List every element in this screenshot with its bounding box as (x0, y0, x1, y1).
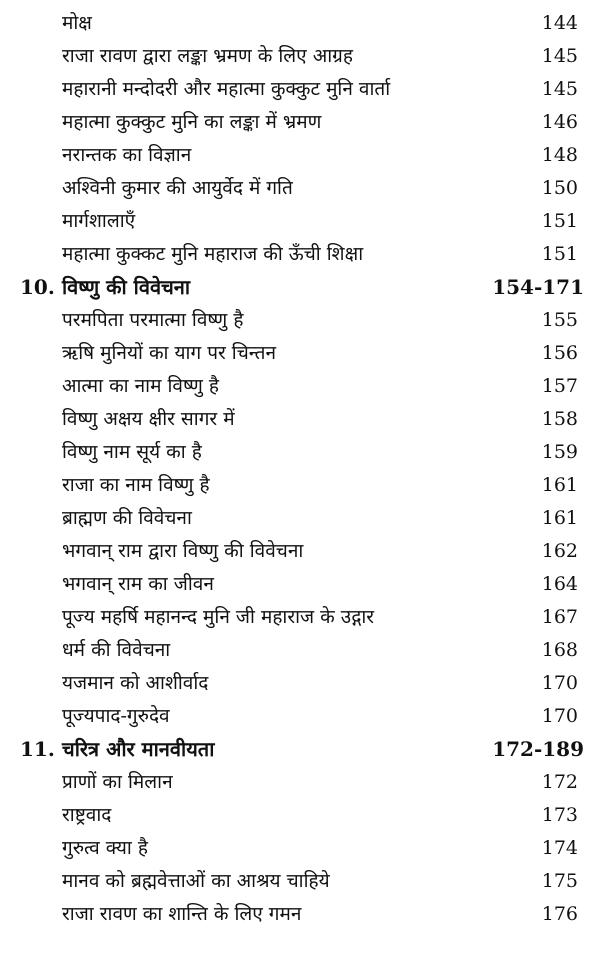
toc-entry (0, 370, 600, 403)
toc-entry (0, 304, 600, 337)
toc-chapter-heading (0, 733, 600, 766)
toc-entry-page: 145 (541, 45, 578, 67)
toc-entry-page: 161 (541, 474, 578, 496)
toc-entry-title: महात्मा कुक्कुट मुनि का लङ्का में भ्रमण (62, 111, 322, 133)
toc-entry-page: 145 (541, 78, 578, 100)
toc-entry (0, 832, 600, 865)
toc-entry-title: नरान्तक का विज्ञान (62, 144, 192, 166)
toc-entry-title: ब्राह्मण की विवेचना (62, 507, 192, 529)
toc-entry (0, 106, 600, 139)
toc-entry-title: मार्गशालाएँ (62, 210, 136, 232)
toc-entry-title: परमपिता परमात्मा विष्णु है (62, 309, 244, 331)
toc-entry (0, 40, 600, 73)
toc-entry-page: 174 (541, 837, 578, 859)
chapter-title: विष्णु की विवेचना (62, 275, 191, 299)
toc-entry-page: 156 (541, 342, 578, 364)
toc-entry (0, 568, 600, 601)
toc-entry (0, 238, 600, 271)
toc-entry-title: पूज्य महर्षि महानन्द मुनि जी महाराज के उद्गार (62, 606, 375, 628)
toc-entry-page: 162 (541, 540, 578, 562)
table-of-contents (0, 7, 600, 931)
toc-entry-page: 168 (541, 639, 578, 661)
toc-entry-page: 146 (541, 111, 578, 133)
toc-entry (0, 535, 600, 568)
toc-entry-title: आत्मा का नाम विष्णु है (62, 375, 219, 397)
toc-entry-page: 158 (541, 408, 578, 430)
chapter-number: 10. (20, 275, 55, 299)
toc-entry (0, 799, 600, 832)
toc-chapter-heading (0, 271, 600, 304)
toc-entry (0, 898, 600, 931)
toc-entry-title: राष्ट्रवाद (62, 804, 112, 826)
toc-entry-title: मोक्ष (62, 12, 92, 34)
toc-entry (0, 139, 600, 172)
toc-entry-page: 175 (541, 870, 578, 892)
toc-entry-title: महात्मा कुक्कट मुनि महाराज की ऊँची शिक्षा (62, 243, 364, 265)
toc-entry-title: विष्णु अक्षय क्षीर सागर में (62, 408, 235, 430)
toc-entry-page: 151 (541, 210, 578, 232)
toc-entry (0, 205, 600, 238)
toc-entry-page: 170 (541, 705, 578, 727)
toc-entry-page: 161 (541, 507, 578, 529)
toc-entry-page: 170 (541, 672, 578, 694)
toc-entry-page: 159 (541, 441, 578, 463)
toc-entry-title: भगवान् राम द्वारा विष्णु की विवेचना (62, 540, 304, 562)
toc-entry (0, 7, 600, 40)
toc-entry-title: मानव को ब्रह्मवेत्ताओं का आश्रय चाहिये (62, 870, 330, 892)
toc-entry-page: 173 (541, 804, 578, 826)
toc-entry-title: ऋषि मुनियों का याग पर चिन्तन (62, 342, 277, 364)
toc-entry-title: राजा का नाम विष्णु है (62, 474, 210, 496)
toc-entry (0, 469, 600, 502)
toc-entry (0, 73, 600, 106)
toc-entry (0, 337, 600, 370)
toc-entry-title: अश्विनी कुमार की आयुर्वेद में गति (62, 177, 293, 199)
toc-entry (0, 634, 600, 667)
toc-entry-page: 155 (541, 309, 578, 331)
toc-entry-title: गुरुत्व क्या है (62, 837, 148, 859)
chapter-page-range: 154-171 (492, 275, 584, 299)
toc-entry (0, 700, 600, 733)
toc-entry-title: प्राणों का मिलान (62, 771, 173, 793)
toc-entry (0, 436, 600, 469)
toc-entry-page: 150 (541, 177, 578, 199)
toc-entry-page: 176 (541, 903, 578, 925)
toc-entry (0, 601, 600, 634)
toc-entry (0, 865, 600, 898)
toc-entry (0, 172, 600, 205)
chapter-page-range: 172-189 (492, 737, 584, 761)
toc-entry (0, 766, 600, 799)
toc-entry-page: 172 (541, 771, 578, 793)
toc-entry (0, 403, 600, 436)
toc-entry-title: विष्णु नाम सूर्य का है (62, 441, 202, 463)
toc-entry (0, 502, 600, 535)
toc-entry-page: 151 (541, 243, 578, 265)
toc-entry-page: 148 (541, 144, 578, 166)
toc-entry-title: राजा रावण द्वारा लङ्का भ्रमण के लिए आग्रह (62, 45, 353, 67)
toc-entry-page: 157 (541, 375, 578, 397)
toc-entry-title: यजमान को आशीर्वाद (62, 672, 209, 694)
toc-entry-page: 144 (541, 12, 578, 34)
toc-entry-title: महारानी मन्दोदरी और महात्मा कुक्कुट मुनि वार्ता (62, 78, 391, 100)
toc-entry-page: 164 (541, 573, 578, 595)
chapter-title: चरित्र और मानवीयता (62, 737, 215, 761)
toc-entry-title: धर्म की विवेचना (62, 639, 171, 661)
chapter-number: 11. (20, 737, 55, 761)
toc-entry-title: भगवान् राम का जीवन (62, 573, 214, 595)
toc-entry-title: राजा रावण का शान्ति के लिए गमन (62, 903, 302, 925)
toc-entry (0, 667, 600, 700)
toc-entry-title: पूज्यपाद-गुरुदेव (62, 705, 170, 727)
toc-entry-page: 167 (541, 606, 578, 628)
